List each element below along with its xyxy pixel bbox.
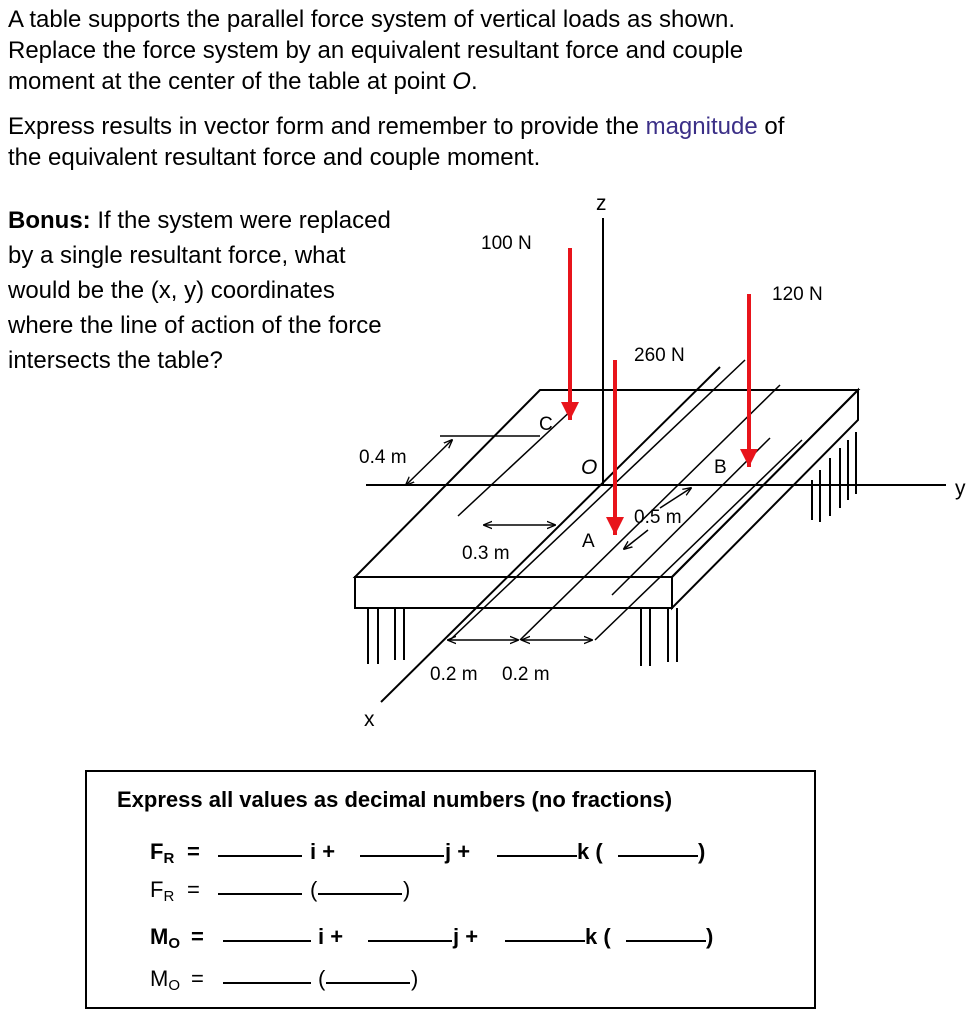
axis-z-label: z: [596, 192, 607, 215]
fr-k-blank[interactable]: [497, 835, 577, 865]
problem-line-3-end: .: [470, 68, 478, 95]
instruction-line-1-end: of: [757, 113, 785, 140]
fr-magnitude-close: ): [403, 877, 411, 902]
fr-j-unit: j +: [445, 839, 471, 864]
mo-magnitude-open: (: [318, 966, 326, 991]
fr-i-blank[interactable]: [218, 835, 302, 865]
point-b-label: B: [714, 457, 727, 478]
mo-magnitude-blank[interactable]: [223, 962, 311, 992]
mo-magnitude-eq: =: [191, 966, 204, 991]
dimension-arrows: [406, 440, 691, 640]
origin-label: O: [581, 456, 598, 479]
mo-magnitude-close: ): [411, 966, 419, 991]
force-260-label: 260 N: [634, 345, 685, 366]
magnitude-link[interactable]: magnitude: [645, 113, 758, 140]
fr-unit-blank[interactable]: [618, 835, 698, 865]
problem-line-2: Replace the force system by an equivalent resultant force and couple: [8, 37, 744, 64]
bonus-text: If the system were replaced by a single resultant force, what would be the (x, y) coordinates where the line of action of the force intersects the table?: [8, 207, 391, 374]
answer-heading: Express all values as decimal numbers (no fractions): [117, 787, 673, 812]
point-c-label: C: [539, 414, 553, 435]
mo-k-blank[interactable]: [505, 920, 585, 950]
coordinate-axes: [366, 218, 946, 702]
axis-x-label: x: [364, 708, 375, 731]
force-100-label: 100 N: [481, 233, 532, 254]
point-a-label: A: [582, 531, 595, 552]
instruction-line-2: the equivalent resultant force and couple moment.: [8, 144, 541, 171]
dim-03-label: 0.3 m: [462, 543, 510, 564]
mo-j-unit: j +: [453, 924, 479, 949]
fr-close-paren: ): [698, 839, 706, 864]
dim-02a-label: 0.2 m: [430, 664, 478, 685]
mo-k-unit: k (: [585, 924, 611, 949]
mo-magnitude-label: $M_O$: [150, 966, 180, 994]
mo-j-blank[interactable]: [368, 920, 452, 950]
bonus-label: Bonus:: [8, 207, 91, 234]
table-top: [355, 390, 858, 608]
fr-i-unit: i +: [310, 839, 336, 864]
dim-04-label: 0.4 m: [359, 447, 407, 468]
fr-k-unit: k (: [577, 839, 603, 864]
fr-magnitude-unit-blank[interactable]: [318, 873, 402, 903]
fr-vector-eq: =: [187, 839, 200, 864]
mo-i-blank[interactable]: [223, 920, 311, 950]
point-o-ref: O: [452, 68, 471, 95]
instruction-line-1: Express results in vector form and remember to provide the: [8, 113, 646, 140]
force-120-label: 120 N: [772, 284, 823, 305]
fr-magnitude-open: (: [310, 877, 318, 902]
fr-magnitude-blank[interactable]: [218, 873, 302, 903]
problem-line-3: moment at the center of the table at point: [8, 68, 453, 95]
fr-j-blank[interactable]: [360, 835, 444, 865]
fr-magnitude-eq: =: [187, 877, 200, 902]
axis-y-label: y: [955, 477, 966, 500]
mo-vector-eq: =: [191, 924, 204, 949]
dim-02b-label: 0.2 m: [502, 664, 550, 685]
force-arrows: [570, 248, 749, 535]
dim-05-label: 0.5 m: [634, 507, 682, 528]
mo-close-paren: ): [706, 924, 714, 949]
mo-magnitude-unit-blank[interactable]: [326, 962, 410, 992]
fr-vector-label: $F_R$: [150, 839, 175, 867]
mo-vector-label: $M_O$: [150, 924, 180, 952]
problem-line-1: A table supports the parallel force system of vertical loads as shown.: [8, 6, 736, 33]
mo-i-unit: i +: [318, 924, 344, 949]
fr-magnitude-label: $F_R$: [150, 877, 175, 905]
mo-unit-blank[interactable]: [626, 920, 706, 950]
